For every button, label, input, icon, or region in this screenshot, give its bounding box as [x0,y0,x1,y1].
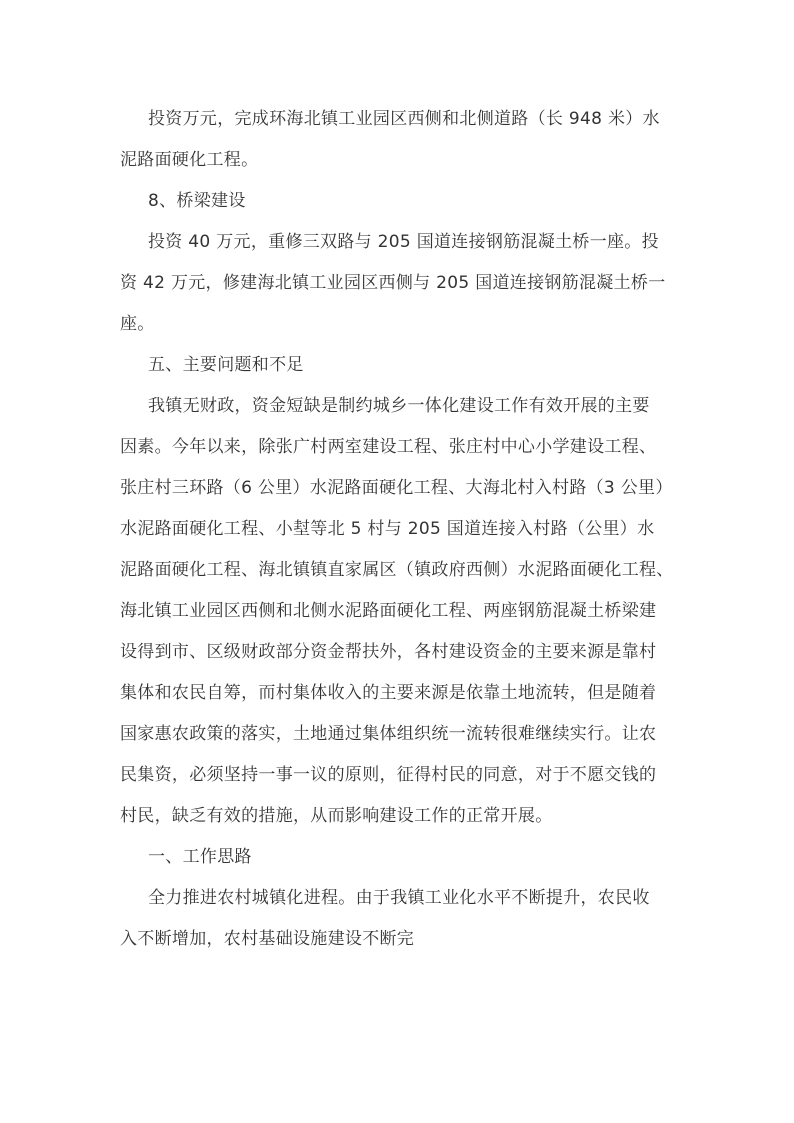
text-line: 国家惠农政策的落实，土地通过集体组织统一流转很难继续实行。让农 [120,724,657,744]
text-line: 资 42 万元，修建海北镇工业园区西侧与 205 国道连接钢筋混凝土桥一 [120,273,666,293]
section-heading: 五、主要问题和不足 [148,355,304,375]
section-heading: 8、桥梁建设 [148,191,246,211]
text-line: 水泥路面硬化工程、小堼等北 5 村与 205 国道连接入村路（公里）水 [120,519,655,539]
text-line: 投资 40 万元，重修三双路与 205 国道连接钢筋混凝土桥一座。投 [148,232,659,252]
text-line: 海北镇工业园区西侧和北侧水泥路面硬化工程、两座钢筋混凝土桥梁建 [120,601,657,621]
text-line: 泥路面硬化工程、海北镇镇直家属区（镇政府西侧）水泥路面硬化工程、 [120,560,674,580]
paragraph-urbanization [120,878,674,960]
paragraph-bridge-investment [120,222,674,345]
heading-work-ideas [120,837,674,878]
paragraph-problems-detail [120,386,674,837]
text-line: 村民，缺乏有效的措施，从而影响建设工作的正常开展。 [120,806,553,826]
section-heading: 一、工作思路 [148,847,252,867]
text-line: 全力推进农村城镇化进程。由于我镇工业化水平不断提升，农民收 [148,888,650,908]
text-line: 集体和农民自筹，而村集体收入的主要来源是依靠土地流转，但是随着 [120,683,657,703]
text-line: 投资万元，完成环海北镇工业园区西侧和北侧道路（长 948 米）水 [148,109,660,129]
text-line: 民集资，必须坚持一事一议的原则，征得村民的同意，对于不愿交钱的 [120,765,657,785]
paragraph-road-investment [120,99,674,181]
text-line: 张庄村三环路（6 公里）水泥路面硬化工程、大海北村入村路（3 公里） [120,478,673,498]
heading-main-problems [120,345,674,386]
text-line: 设得到市、区级财政部分资金帮扶外，各村建设资金的主要来源是靠村 [120,642,657,662]
text-line: 座。 [120,314,155,334]
text-line: 泥路面硬化工程。 [120,150,259,170]
text-line: 入不断增加，农村基础设施建设不断完 [120,929,415,949]
text-line: 我镇无财政，资金短缺是制约城乡一体化建设工作有效开展的主要 [148,396,650,416]
heading-bridge-construction [120,181,674,222]
text-line: 因素。今年以来，除张广村两室建设工程、张庄村中心小学建设工程、 [120,437,657,457]
